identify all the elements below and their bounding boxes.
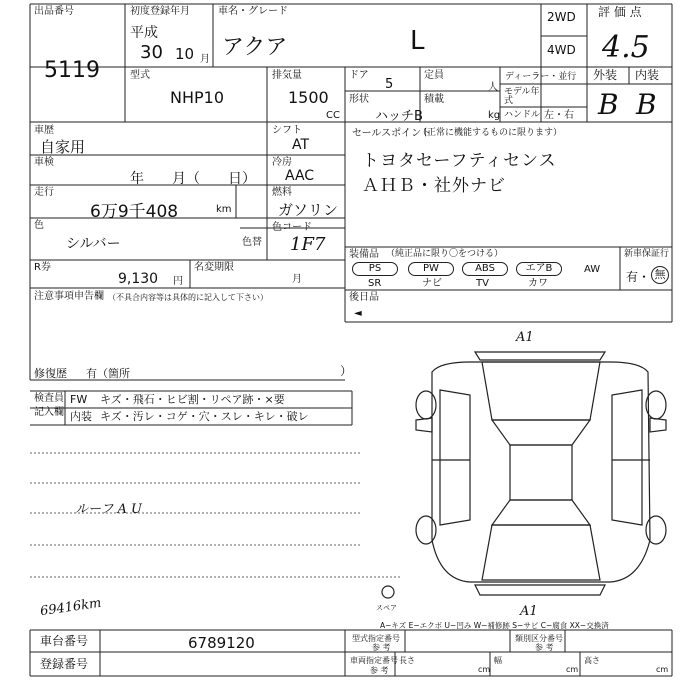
load-label: 積載	[424, 94, 444, 105]
usage: 自家用	[40, 138, 86, 156]
equip-leather: カワ	[528, 278, 548, 289]
interior-label: 内装	[635, 68, 660, 82]
fuel-label: 燃料	[272, 187, 292, 198]
exterior-grade: B	[598, 88, 619, 121]
interior-grade: B	[636, 88, 657, 121]
notes-label: 注意事項申告欄	[34, 291, 104, 302]
reg-expiry-label: 名変期限	[194, 262, 234, 273]
mileage: 6万9千408	[90, 202, 179, 222]
capacity-label: 定員	[424, 70, 444, 81]
lot-number: 5119	[44, 58, 100, 83]
model-year-label: モデル年式	[504, 87, 540, 106]
dealer-label: ディーラー・並行	[505, 72, 577, 82]
warranty-circled: 無	[651, 266, 669, 284]
grade: L	[410, 26, 425, 56]
diagram-mark-rear: A1	[520, 604, 538, 619]
era: 平成	[130, 25, 158, 41]
capacity-unit: 人	[488, 82, 498, 93]
fw-items: キズ・飛石・ヒビ割・リペア跡・×要	[100, 393, 285, 406]
frame-no-label: 車台番号	[40, 634, 89, 648]
equip-ps: PS	[352, 262, 398, 276]
first-reg-label: 初度登録年月	[130, 6, 190, 17]
equip-abs: ABS	[462, 262, 508, 276]
equip-tv: TV	[476, 278, 489, 289]
spare-label: スペア	[376, 604, 397, 612]
mileage-label: 走行	[34, 187, 54, 198]
fuel: ガソリン	[278, 201, 339, 219]
handwritten-mileage: 69416km	[39, 595, 103, 620]
displacement: 1500	[288, 88, 329, 107]
reg-year: 30	[140, 42, 163, 63]
handwritten-note: ルーフ A U	[75, 502, 142, 517]
yen-unit: 円	[173, 276, 183, 287]
car-name-label: 車名・グレード	[218, 6, 288, 17]
body-type: ハッチB	[375, 109, 423, 124]
ac-label: 冷房	[272, 157, 292, 168]
reg-expiry-month: 月	[292, 274, 302, 285]
model-label: 型式	[130, 70, 150, 81]
selling-line2: ＡＨＢ・社外ナビ	[362, 176, 506, 196]
shift-label: シフト	[272, 125, 302, 136]
shift: AT	[292, 137, 310, 153]
eval-score: 4.5	[602, 30, 650, 65]
color-code: 1F7	[290, 234, 326, 255]
car-name: アクア	[222, 35, 288, 60]
cc-unit: CC	[326, 110, 340, 121]
equip-pw: PW	[408, 262, 454, 276]
equip-navi: ナビ	[422, 278, 442, 289]
classification-label: 類別区分番号	[515, 634, 563, 643]
notes-hint: （不具合内容等は具体的に記入して下さい）	[108, 293, 268, 302]
drive-4wd: 4WD	[547, 43, 576, 57]
equip-aw: AW	[584, 264, 601, 275]
drive-2wd: 2WD	[547, 10, 576, 24]
equip-airbag: エアB	[516, 262, 562, 276]
designation-reference: 参 考	[372, 643, 391, 652]
classification-reference: 参 考	[535, 643, 554, 652]
equip-sr: SR	[368, 278, 382, 289]
parts-label: 後日品	[349, 292, 379, 303]
lot-label: 出品番号	[34, 6, 74, 17]
ac: AAC	[285, 168, 315, 184]
width-label: 幅	[494, 656, 502, 665]
diagram-mark-front: A1	[516, 330, 534, 345]
interior-items: キズ・汚レ・コゲ・穴・スレ・キレ・破レ	[100, 410, 309, 423]
selling-line1: トヨタセーフティセンス	[362, 151, 557, 171]
color-change-label: 色替	[242, 237, 262, 248]
recycle-label: R券	[34, 262, 51, 273]
usage-label: 車歴	[34, 125, 54, 136]
repair-value: 有（箇所	[86, 367, 130, 380]
doors-label: ドア	[349, 70, 369, 81]
color-code-label: 色コード	[272, 222, 312, 233]
height-unit: cm	[656, 665, 669, 674]
length-unit: cm	[478, 665, 491, 674]
exterior-label: 外装	[593, 68, 618, 82]
selling-label: セールスポイント	[352, 128, 432, 139]
repair-bracket-close: ）	[340, 364, 353, 378]
damage-legend: A−キズ E−エクボ U−凹み W−補修跡 S−サビ C−腐食 XX−交換済	[380, 621, 609, 630]
fw-label: FW	[70, 393, 88, 406]
eval-label: 評 価 点	[598, 5, 642, 19]
selling-hint: （正常に機能するものに限ります）	[418, 128, 563, 138]
km-unit: km	[216, 204, 232, 215]
equip-label: 装備品	[349, 249, 379, 260]
inspection-label: 車検	[34, 157, 54, 168]
interior-row-label: 内装	[70, 410, 92, 423]
equip-hint: （純正品に限り〇をつける）	[386, 249, 504, 259]
recycle-fee: 9,130	[118, 271, 159, 287]
color-label: 色	[34, 220, 44, 231]
repair-label: 修復歴	[34, 367, 67, 380]
doors: 5	[385, 77, 394, 92]
model-code: NHP10	[170, 88, 225, 107]
displacement-label: 排気量	[272, 70, 302, 81]
width-unit: cm	[566, 665, 579, 674]
warranty-label: 新車保証行	[624, 249, 670, 259]
inspection-value: 年 月（ 日）	[130, 171, 256, 187]
kg-unit: kg	[488, 110, 501, 121]
plate-no-label: 登録番号	[40, 657, 89, 671]
color: シルバー	[66, 236, 121, 252]
vehicle-no-label: 車両指定番号	[350, 656, 398, 665]
handle-value: 左・右	[544, 110, 574, 121]
inspector-label: 検査員記入欄	[34, 393, 64, 418]
vehicle-no-reference: 参 考	[370, 666, 389, 675]
parts-arrow: ◄	[354, 308, 362, 319]
length-label: 長さ	[399, 656, 415, 665]
reg-month: 10	[175, 45, 195, 63]
month-unit: 月	[200, 54, 210, 65]
height-label: 高さ	[584, 656, 600, 665]
frame-no: 6789120	[188, 634, 255, 652]
body-label: 形状	[349, 94, 369, 105]
warranty-value: 有・	[626, 270, 651, 284]
handle-label: ハンドル	[504, 110, 541, 120]
designation-label: 型式指定番号	[352, 634, 400, 643]
